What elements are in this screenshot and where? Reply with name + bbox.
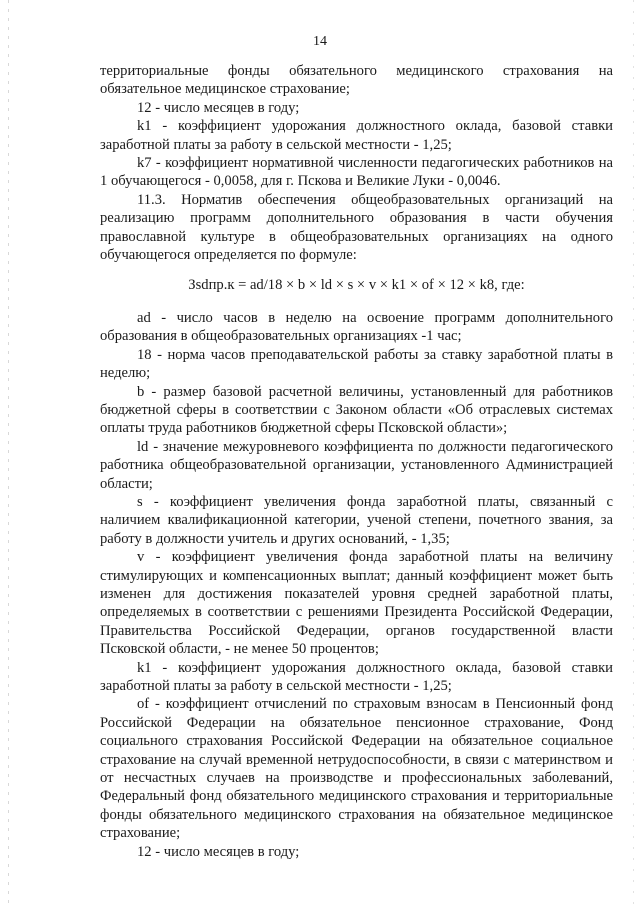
paragraph: of - коэффициент отчислений по страховым взносам в Пенсионный фонд Российской Федерации на обязательное пенсионное страхование, Фонд социального страхования Российской Федерации на обязательное социальное страхование на случай временной нетрудоспособности, в связи с материнством и от несчастных случаев на производстве и профессиональных заболеваний, Федеральный фонд обязательного медицинского страхования и территориальные фонды обязательного медицинского страхования на обязательное медицинское страхование;: [100, 696, 613, 842]
paragraph: 12 - число месяцев в году;: [137, 99, 300, 116]
paragraph: k1 - коэффициент удорожания должностного оклада, базовой ставки заработной платы за работу в сельской местности - 1,25;: [100, 118, 613, 153]
paragraph: территориальные фонды обязательного медицинского страхования на обязательное медицинское страхование;: [100, 63, 613, 98]
paragraph: v - коэффициент увеличения фонда заработной платы на величину стимулирующих и компенсационных выплат; данный коэффициент может быть изменен для достижения показателей уровня средней заработной платы, определяемых в соответствии с решениями Президента Российской Федерации, Правительства Российской Федерации, органов государственной власти Псковской области, - не менее 50 процентов;: [100, 549, 613, 658]
paragraph: k1 - коэффициент удорожания должностного оклада, базовой ставки заработной платы за работу в сельской местности - 1,25;: [100, 659, 613, 694]
scan-edge-left: [8, 0, 9, 905]
paragraph: 11.3. Норматив обеспечения общеобразовательных организаций на реализацию программ дополнительного образования в части обучения православной культуре в общеобразовательных организациях на одного обучающегося определяется по формуле:: [100, 191, 613, 264]
paragraph: ld - значение межуровневого коэффициента по должности педагогического работника общеобразовательной организации, установленного Администрацией области;: [100, 438, 613, 492]
document-body: [100, 62, 613, 861]
paragraph: 12 - число месяцев в году;: [137, 843, 300, 860]
paragraph: k7 - коэффициент нормативной численности педагогических работников на 1 обучающегося - 0,0058, для г. Пскова и Великие Луки - 0,0046.: [100, 155, 613, 190]
paragraph: b - размер базовой расчетной величины, установленный для работников бюджетной сферы в соответствии с Законом области «Об отраслевых системах оплаты труда работников бюджетной сферы Псковской области»;: [100, 383, 613, 437]
paragraph: ad - число часов в неделю на освоение программ дополнительного образования в общеобразовательных организациях -1 час;: [100, 309, 613, 345]
paragraph: s - коэффициент увеличения фонда заработной платы, связанный с наличием квалификационной категории, ученой степени, почетного звания, за работу в должности учитель и других оснований, - 1,35;: [100, 493, 613, 547]
scan-edge-right: [633, 0, 634, 905]
page-number: 14: [313, 34, 327, 49]
paragraph: 18 - норма часов преподавательской работы за ставку заработной платы в неделю;: [100, 346, 613, 382]
formula: Зsdпр.к = ad/18 × b × ld × s × v × k1 × of × 12 × k8, где:: [188, 277, 525, 294]
